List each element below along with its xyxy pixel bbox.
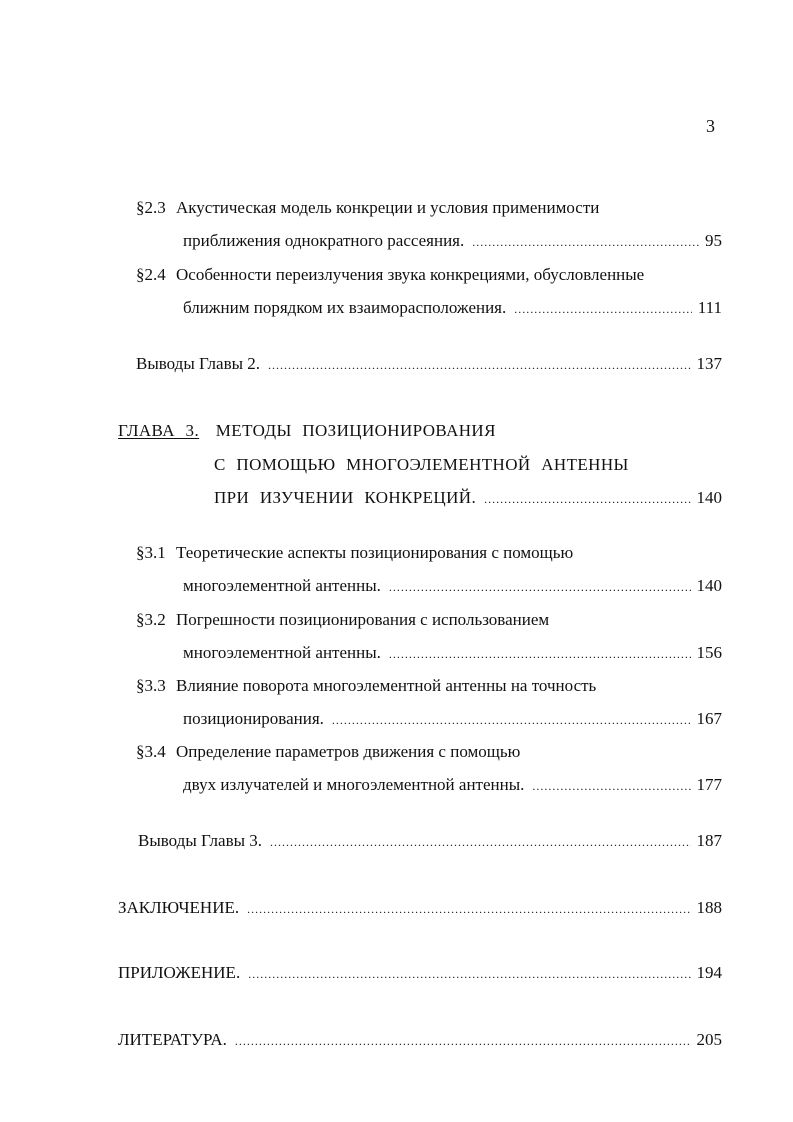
section-title-continued: двух излучателей и многоэлементной антенны. bbox=[183, 775, 525, 794]
dot-leader bbox=[389, 577, 691, 597]
dot-leader bbox=[235, 1031, 691, 1051]
toc-appendix bbox=[118, 963, 722, 984]
conclusions-label: Выводы Главы 3. bbox=[138, 831, 263, 850]
page-ref: 156 bbox=[696, 643, 722, 662]
toc-section-3-3-line1 bbox=[136, 676, 596, 696]
toc-section-2-3-line1 bbox=[136, 198, 599, 218]
dot-leader bbox=[472, 232, 699, 252]
section-title-continued: ближним порядком их взаиморасположения. bbox=[183, 298, 507, 317]
section-title: Особенности переизлучения звука конкрециями, обусловленные bbox=[176, 265, 645, 284]
section-title: Акустическая модель конкреции и условия применимости bbox=[176, 198, 600, 217]
section-title: Влияние поворота многоэлементной антенны на точность bbox=[176, 676, 597, 695]
section-number: §3.3 bbox=[136, 676, 166, 695]
dot-leader bbox=[532, 776, 690, 796]
section-number: §2.3 bbox=[136, 198, 166, 217]
toc-section-2-4-line1 bbox=[136, 265, 644, 285]
conclusions-label: Выводы Главы 2. bbox=[136, 354, 261, 373]
toc-section-3-3-line2 bbox=[183, 709, 722, 730]
section-title-continued: многоэлементной антенны. bbox=[183, 643, 381, 662]
dot-leader bbox=[514, 299, 692, 319]
dot-leader bbox=[268, 355, 690, 375]
toc-conclusions-ch2 bbox=[136, 354, 722, 375]
toc-section-2-4-line2 bbox=[183, 298, 722, 319]
section-title: Погрешности позиционирования с использованием bbox=[176, 610, 550, 629]
section-title: Теоретические аспекты позиционирования с помощью bbox=[176, 543, 574, 562]
chapter-title-continued: ПРИ ИЗУЧЕНИИ КОНКРЕЦИЙ. bbox=[214, 488, 477, 507]
page-number: 3 bbox=[706, 116, 715, 136]
page-ref: 194 bbox=[696, 963, 722, 982]
section-number: §3.4 bbox=[136, 742, 166, 761]
section-number: §2.4 bbox=[136, 265, 166, 284]
page-ref: 187 bbox=[696, 831, 722, 850]
chapter-3-heading-line3 bbox=[214, 488, 722, 509]
section-title-continued: приближения однократного рассеяния. bbox=[183, 231, 465, 250]
chapter-3-heading-line2 bbox=[214, 455, 629, 475]
chapter-title-continued: С ПОМОЩЬЮ МНОГОЭЛЕМЕНТНОЙ АНТЕННЫ bbox=[214, 455, 629, 474]
dot-leader bbox=[389, 644, 691, 664]
toc-section-3-1-line2 bbox=[183, 576, 722, 597]
back-matter-label: ЛИТЕРАТУРА. bbox=[118, 1030, 227, 1049]
chapter-3-heading-line1 bbox=[118, 421, 496, 441]
chapter-label: ГЛАВА 3. bbox=[118, 421, 200, 440]
toc-conclusions-ch3 bbox=[138, 831, 722, 852]
back-matter-label: ПРИЛОЖЕНИЕ. bbox=[118, 963, 241, 982]
chapter-title: МЕТОДЫ ПОЗИЦИОНИРОВАНИЯ bbox=[215, 421, 496, 440]
page-ref: 95 bbox=[705, 231, 722, 250]
section-number: §3.2 bbox=[136, 610, 166, 629]
dot-leader bbox=[247, 899, 690, 919]
page-ref: 137 bbox=[696, 354, 722, 373]
section-title-continued: многоэлементной антенны. bbox=[183, 576, 381, 595]
dot-leader bbox=[270, 832, 690, 852]
dot-leader bbox=[484, 489, 690, 509]
section-title-continued: позиционирования. bbox=[183, 709, 324, 728]
dot-leader bbox=[248, 964, 690, 984]
toc-section-2-3-line2 bbox=[183, 231, 722, 252]
section-title: Определение параметров движения с помощью bbox=[176, 742, 521, 761]
page-ref: 188 bbox=[696, 898, 722, 917]
page-ref: 140 bbox=[696, 576, 722, 595]
toc-conclusion bbox=[118, 898, 722, 919]
toc-section-3-1-line1 bbox=[136, 543, 573, 563]
page-ref: 205 bbox=[696, 1030, 722, 1049]
page-ref: 140 bbox=[696, 488, 722, 507]
toc-references bbox=[118, 1030, 722, 1051]
section-number: §3.1 bbox=[136, 543, 166, 562]
toc-section-3-4-line2 bbox=[183, 775, 722, 796]
toc-section-3-4-line1 bbox=[136, 742, 520, 762]
toc-section-3-2-line1 bbox=[136, 610, 549, 630]
page-ref: 177 bbox=[696, 775, 722, 794]
toc-section-3-2-line2 bbox=[183, 643, 722, 664]
page-ref: 167 bbox=[696, 709, 722, 728]
back-matter-label: ЗАКЛЮЧЕНИЕ. bbox=[118, 898, 240, 917]
dot-leader bbox=[332, 710, 691, 730]
page-ref: 111 bbox=[697, 298, 722, 317]
